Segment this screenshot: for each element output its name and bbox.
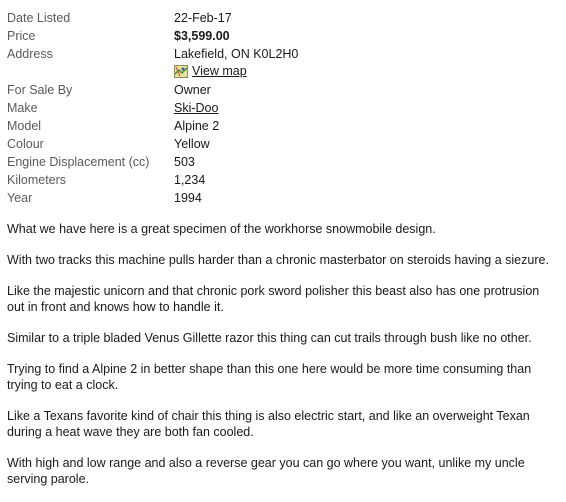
attr-row-price [7, 27, 557, 45]
description-paragraph: With high and low range and also a reverse gear you can go where you want, unlike my uncle serving parole. [7, 456, 525, 486]
attribute-list [7, 9, 557, 207]
attr-label: Date Listed [7, 11, 71, 25]
attr-row-colour [7, 135, 557, 153]
attr-value-make [174, 99, 218, 117]
attr-row-engine-displacement [7, 153, 557, 171]
map-row [7, 63, 557, 80]
description-paragraph: Trying to find a Alpine 2 in better shape than this one here would be more time consuming than trying to eat a clock. [7, 362, 532, 392]
attr-value-for-sale-by: Owner [174, 83, 211, 97]
description-paragraph: Like the majestic unicorn and that chronic pork sword polisher this beast also has one protrusion out in front and knows how to handle it. [7, 284, 540, 314]
make-link[interactable]: Ski-Doo [174, 101, 219, 115]
map-row-spacer [7, 63, 174, 80]
description-paragraph: With two tracks this machine pulls harder than a chronic masterbator on steroids having a siezure. [7, 253, 549, 267]
attr-row-address [7, 45, 557, 63]
attr-row-kilometers [7, 171, 557, 189]
attr-value-kilometers: 1,234 [174, 173, 206, 187]
attr-value-price: $3,599.00 [174, 29, 230, 43]
attr-label: Model [7, 119, 42, 133]
attr-label: Kilometers [7, 173, 67, 187]
attr-value-colour: Yellow [174, 137, 210, 151]
description-paragraph: Like a Texans favorite kind of chair this thing is also electric start, and like an overweight Texan during a heat wave they are both fan cooled. [7, 409, 530, 439]
attr-row-model [7, 117, 557, 135]
attr-value-address: Lakefield, ON K0L2H0 [174, 47, 299, 61]
attr-value-year: 1994 [174, 191, 202, 205]
view-map-link-wrap[interactable] [174, 63, 247, 80]
attr-row-year [7, 189, 557, 207]
attr-label: Year [7, 191, 33, 205]
map-icon[interactable] [174, 65, 188, 78]
attr-label: Make [7, 101, 38, 115]
attr-label: Price [7, 29, 36, 43]
attr-label: Colour [7, 137, 44, 151]
listing-details [7, 9, 557, 502]
attr-value-engine-displacement: 503 [174, 155, 195, 169]
attr-value-date-listed: 22-Feb-17 [174, 11, 232, 25]
attr-label: For Sale By [7, 83, 73, 97]
view-map-link[interactable]: View map [192, 64, 247, 78]
attr-row-date-listed [7, 9, 557, 27]
description [7, 221, 559, 487]
attr-value-model: Alpine 2 [174, 119, 220, 133]
attr-label: Engine Displacement (cc) [7, 155, 150, 169]
attr-row-for-sale-by [7, 81, 557, 99]
description-paragraph: Similar to a triple bladed Venus Gillette razor this thing can cut trails through bush like no other. [7, 331, 532, 345]
description-paragraph: What we have here is a great specimen of the workhorse snowmobile design. [7, 222, 436, 236]
attr-label: Address [7, 47, 53, 61]
attr-row-make [7, 99, 557, 117]
